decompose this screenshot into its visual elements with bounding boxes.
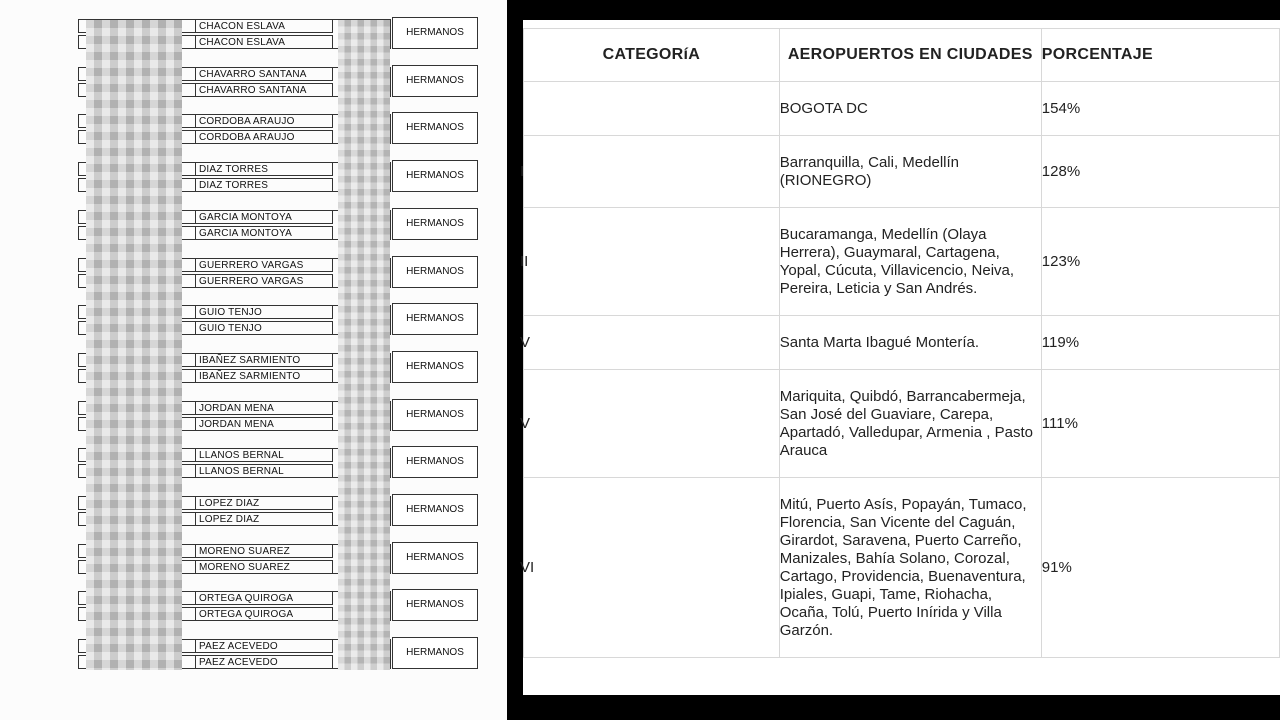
table-row xyxy=(524,136,1280,208)
percentage-cell: 111% xyxy=(1041,370,1279,478)
relationship-cell: HERMANOS xyxy=(392,303,478,335)
surname-text: IBAÑEZ SARMIENTO xyxy=(199,370,301,382)
category-value: I xyxy=(520,162,525,180)
relationship-cell: HERMANOS xyxy=(392,494,478,526)
relationship-cell: HERMANOS xyxy=(392,589,478,621)
surname-text: LOPEZ DIAZ xyxy=(199,498,260,509)
surname-text: CORDOBA ARAUJO xyxy=(199,116,295,128)
surname-text: CHACON ESLAVA xyxy=(199,21,286,32)
airports-cell: Santa Marta Ibagué Montería. xyxy=(779,316,1041,370)
surname-text: PAEZ ACEVEDO xyxy=(199,641,278,653)
percentage-cell: 154% xyxy=(1041,82,1279,136)
table-header-row xyxy=(524,29,1280,82)
surname-text: GARCIA MONTOYA xyxy=(199,211,293,223)
surname-text: GUIO TENJO xyxy=(199,323,262,335)
category-cell xyxy=(520,370,780,478)
surname-text: DIAZ TORRES xyxy=(199,164,269,176)
surname-text: MORENO SUAREZ xyxy=(199,561,290,573)
header-airports: AEROPUERTOS EN CIUDADES xyxy=(779,29,1041,82)
relationship-cell: HERMANOS xyxy=(392,65,478,97)
category-value: VI xyxy=(520,558,535,576)
header-category: CATEGORíA xyxy=(524,29,780,82)
airport-category-table-panel xyxy=(520,20,1280,695)
relationship-cell: HERMANOS xyxy=(392,256,478,288)
category-cell xyxy=(520,478,780,658)
surname-text: LOPEZ DIAZ xyxy=(199,514,260,525)
category-cell xyxy=(520,136,780,208)
surname-text: CHACON ESLAVA xyxy=(199,37,286,48)
percentage-cell: 128% xyxy=(1041,136,1279,208)
category-value: II xyxy=(520,252,529,270)
percentage-cell: 123% xyxy=(1041,208,1279,316)
pixelated-redaction xyxy=(338,20,390,670)
surname-text: CORDOBA ARAUJO xyxy=(199,132,295,144)
surname-text: MORENO SUAREZ xyxy=(199,545,290,557)
category-cell xyxy=(524,82,780,136)
relationship-cell: HERMANOS xyxy=(392,112,478,144)
airports-cell: Bucaramanga, Medellín (Olaya Herrera), Guaymaral, Cartagena, Yopal, Cúcuta, Villavicencio, Neiva, Pereira, Leticia y San Andrés. xyxy=(779,208,1041,316)
scanned-document xyxy=(0,0,507,720)
relationship-cell: HERMANOS xyxy=(392,542,478,574)
relationship-cell: HERMANOS xyxy=(392,446,478,478)
airports-cell: Mitú, Puerto Asís, Popayán, Tumaco, Florencia, San Vicente del Caguán, Girardot, Saravena, Puerto Carreño, Manizales, Bahía Solano, Corozal, Cartago, Providencia, Buenaventura, Ipiales, Guapi, Tame, Riohacha, Ocaña, Tolú, Puerto Inírida y Villa Garzón. xyxy=(779,478,1041,658)
category-value: V xyxy=(520,414,531,432)
airports-cell: Barranquilla, Cali, Medellín (RIONEGRO) xyxy=(779,136,1041,208)
airport-category-table xyxy=(520,28,1280,658)
surname-text: LLANOS BERNAL xyxy=(199,450,284,462)
percentage-cell: 119% xyxy=(1041,316,1279,370)
table-row xyxy=(524,478,1280,658)
airports-cell: Mariquita, Quibdó, Barrancabermeja, San José del Guaviare, Carepa, Apartadó, Valledupar, Armenia , Pasto Arauca xyxy=(779,370,1041,478)
airports-cell: BOGOTA DC xyxy=(779,82,1041,136)
relationship-cell: HERMANOS xyxy=(392,17,478,49)
category-cell xyxy=(520,208,780,316)
table-row xyxy=(524,208,1280,316)
relationship-cell: HERMANOS xyxy=(392,160,478,192)
surname-text: IBAÑEZ SARMIENTO xyxy=(199,354,301,366)
table-row xyxy=(524,316,1280,370)
surname-text: GUIO TENJO xyxy=(199,307,262,319)
relationship-cell: HERMANOS xyxy=(392,208,478,240)
surname-text: JORDAN MENA xyxy=(199,418,274,430)
pixelated-redaction xyxy=(86,20,182,670)
surname-text: JORDAN MENA xyxy=(199,402,274,414)
surname-text: ORTEGA QUIROGA xyxy=(199,593,294,605)
surname-text: DIAZ TORRES xyxy=(199,180,269,192)
relationship-cell: HERMANOS xyxy=(392,351,478,383)
surname-text: PAEZ ACEVEDO xyxy=(199,657,278,669)
surname-text: GUERRERO VARGAS xyxy=(199,259,304,271)
surname-text: CHAVARRO SANTANA xyxy=(199,84,307,96)
relationship-cell: HERMANOS xyxy=(392,637,478,669)
surname-text: GARCIA MONTOYA xyxy=(199,227,293,239)
table-row xyxy=(524,370,1280,478)
category-value: V xyxy=(520,333,531,351)
surname-text: ORTEGA QUIROGA xyxy=(199,609,294,621)
category-cell xyxy=(520,316,780,370)
surname-text: GUERRERO VARGAS xyxy=(199,275,304,287)
surname-text: LLANOS BERNAL xyxy=(199,466,284,478)
table-row xyxy=(524,82,1280,136)
relationship-cell: HERMANOS xyxy=(392,399,478,431)
header-percentage: PORCENTAJE xyxy=(1041,29,1279,82)
surname-text: CHAVARRO SANTANA xyxy=(199,68,307,80)
percentage-cell: 91% xyxy=(1041,478,1279,658)
